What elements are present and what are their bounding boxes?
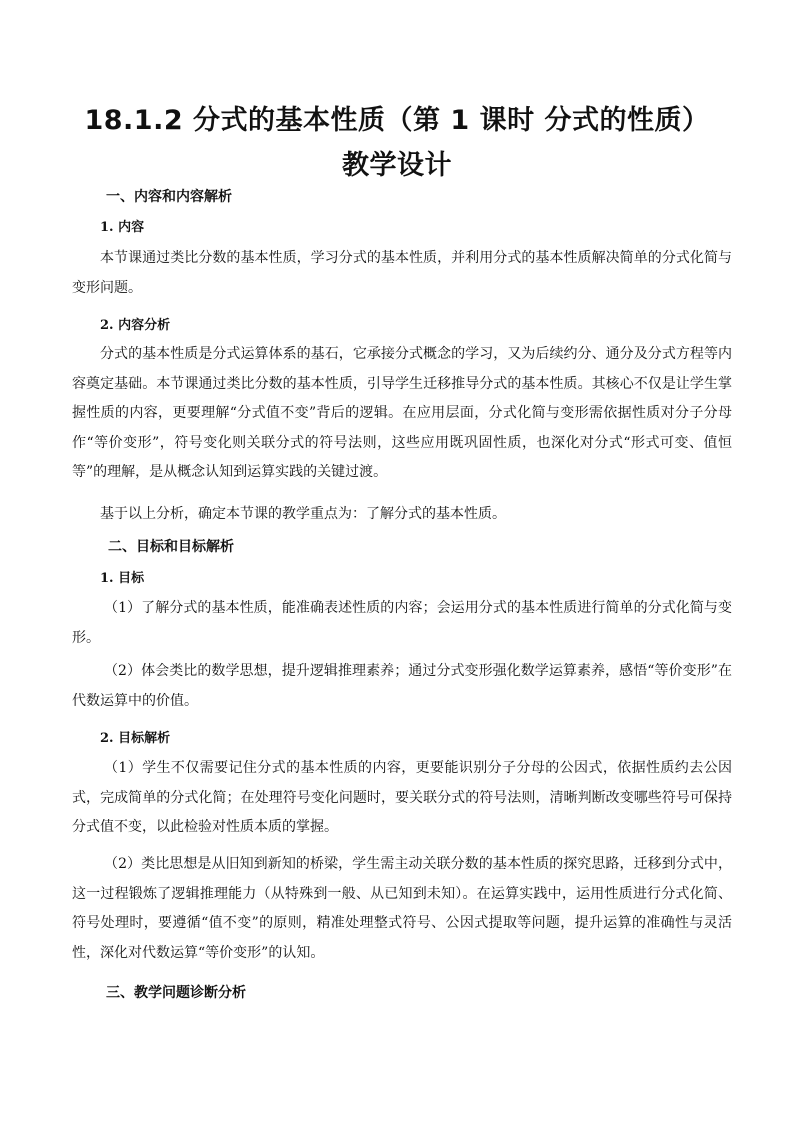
paragraph-goal-analysis-1: （1）学生不仅需要记住分式的基本性质的内容，更要能识别分子分母的公因式，依据性质约去公因式，完成简单的分式化简；在处理符号变化问题时，要关联分式的符号法则，清晰判断改变哪些符号可保持分式值不变，以此检验对性质本质的掌握。 [72, 760, 732, 835]
section-heading-diagnosis: 三、教学问题诊断分析 [106, 985, 246, 1001]
subheading-goal-analysis: 2. 目标解析 [100, 731, 171, 746]
paragraph-goal-2: （2）体会类比的数学思想，提升逻辑推理素养；通过分式变形强化数学运算素养，感悟“等价变形”在代数运算中的价值。 [72, 663, 732, 709]
subheading-goals: 1. 目标 [100, 571, 145, 586]
subheading-content: 1. 内容 [100, 220, 145, 235]
paragraph-goal-analysis-2: （2）类比思想是从旧知到新知的桥梁，学生需主动关联分数的基本性质的探究思路，迁移到分式中，这一过程锻炼了逻辑推理能力（从特殊到一般、从已知到未知）。在运算实践中，运用性质进行分式化简、符号处理时，要遵循“值不变”的原则，精准处理整式符号、公因式提取等问题，提升运算的准确性与灵活性，深化对代数运算“等价变形”的认知。 [72, 856, 732, 961]
paragraph-content: 本节课通过类比分数的基本性质，学习分式的基本性质，并利用分式的基本性质解决简单的分式化简与变形问题。 [72, 250, 732, 296]
paragraph-teaching-focus: 基于以上分析，确定本节课的教学重点为：了解分式的基本性质。 [100, 506, 506, 522]
section-heading-goals: 二、目标和目标解析 [108, 539, 234, 555]
document-title: 18.1.2 分式的基本性质（第 1 课时 分式的性质） [84, 105, 710, 136]
paragraph-content-analysis: 分式的基本性质是分式运算体系的基石，它承接分式概念的学习，又为后续约分、通分及分式方程等内容奠定基础。本节课通过类比分数的基本性质，引导学生迁移推导分式的基本性质。其核心不仅是让学生掌握性质的内容，更要理解“分式值不变”背后的逻辑。在应用层面，分式化简与变形需依据性质对分子分母作“等价变形”，符号变化则关联分式的符号法则，这些应用既巩固性质，也深化对分式“形式可变、值恒等”的理解，是从概念认知到运算实践的关键过渡。 [72, 346, 732, 480]
document-subtitle: 教学设计 [342, 150, 452, 181]
paragraph-goal-1: （1）了解分式的基本性质，能准确表述性质的内容；会运用分式的基本性质进行简单的分式化简与变形。 [72, 600, 732, 646]
subheading-content-analysis: 2. 内容分析 [100, 318, 171, 333]
section-heading-content: 一、内容和内容解析 [106, 189, 232, 205]
